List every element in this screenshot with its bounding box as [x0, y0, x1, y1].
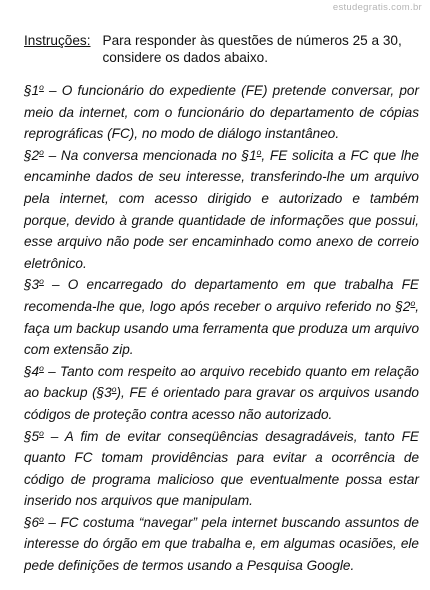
- ordinal-indicator: o: [39, 362, 44, 373]
- section-symbol: §2: [24, 147, 40, 163]
- paragraph-text: – O funcionário do expediente (FE) pretende conversar, por meio da internet, com o funcionário do departamento de cópias reprográficas (FC), no modo de diálogo instantâneo.: [24, 83, 419, 142]
- ordinal-indicator: o: [39, 276, 44, 287]
- paragraph-text: , FE solicita a FC que lhe encaminhe dados de seu interesse, transferindo-lhe um arquivo pela internet, com acesso dirigido e autorizado e também porque, devido à grande quantidade de informações que possui, esse arquivo não pode ser encaminhado como anexo de correio eletrônico.: [24, 147, 419, 271]
- section-symbol: §3: [24, 277, 40, 293]
- paragraph-text: – FC costuma “navegar” pela internet buscando assuntos de interesse do órgão em que trabalha e, em algumas ocasiões, ele pede definições de termos usando a Pesquisa Google.: [24, 514, 419, 574]
- ordinal-indicator: o: [410, 297, 416, 308]
- paragraph-text: ), FE é orientado para gravar os arquivos usando códigos de proteção contra acesso não autorizado.: [24, 385, 419, 422]
- paragraph-text: – A fim de evitar conseqüências desagradáveis, tanto FE quanto FC tomam providências para evitar a ocorrência de código de programa malicioso que eventualmente possa estar inserido nos arquivos que manipulam.: [24, 428, 419, 509]
- paragraph-text: , faça um backup usando uma ferramenta que produza um arquivo com extensão zip.: [24, 298, 419, 358]
- section-symbol: §6: [24, 514, 40, 530]
- document-body: [24, 33, 419, 577]
- site-watermark: estudegratis.com.br: [332, 2, 422, 13]
- paragraph-text: – O encarregado do departamento em que trabalha FE recomenda-lhe que, logo após receber o arquivo referido no §2: [24, 277, 419, 314]
- section-symbol: §5: [24, 428, 40, 444]
- paragraph-text: – Na conversa mencionada no §1: [43, 147, 257, 163]
- ordinal-indicator: o: [111, 384, 117, 395]
- ordinal-indicator: o: [39, 82, 44, 92]
- paragraph-1: [24, 80, 419, 145]
- instructions-label: Instruções:: [24, 33, 91, 48]
- paragraph-6: [24, 512, 419, 577]
- ordinal-indicator: o: [39, 146, 44, 157]
- paragraph-5: [24, 426, 419, 512]
- ordinal-indicator: o: [39, 427, 44, 438]
- paragraph-4: [24, 361, 419, 426]
- paragraph-text: – Tanto com respeito ao arquivo recebido quanto em relação ao backup (§3: [24, 363, 419, 401]
- ordinal-indicator: o: [39, 513, 44, 524]
- section-symbol: §4: [24, 363, 40, 379]
- instructions-text: Para responder às questões de números 25 a 30, considere os dados abaixo.: [102, 33, 402, 65]
- section-symbol: §1: [24, 83, 40, 98]
- instructions-block: [24, 33, 419, 66]
- paragraph-3: [24, 274, 419, 360]
- paragraph-2: [24, 145, 419, 275]
- ordinal-indicator: o: [256, 146, 262, 157]
